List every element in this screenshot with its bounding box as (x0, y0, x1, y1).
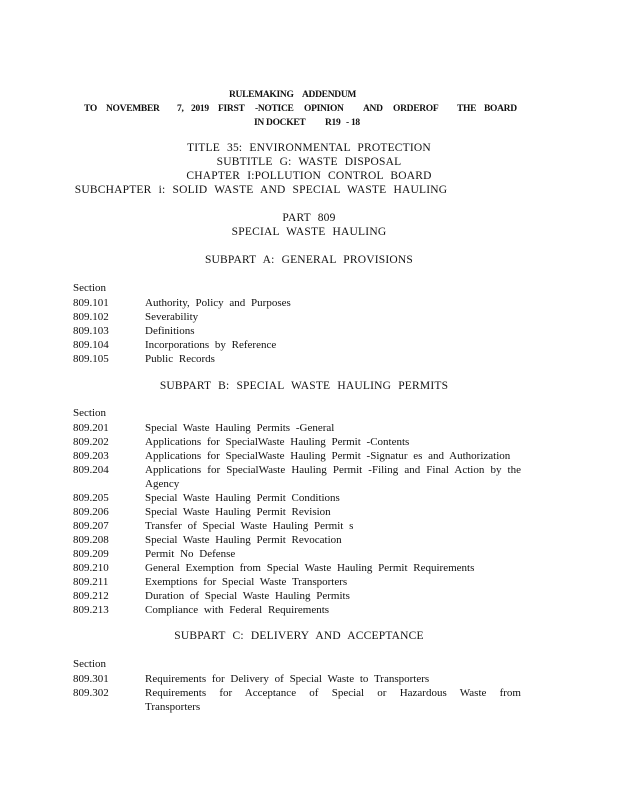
header-word: 7, (177, 104, 184, 114)
section-title: Compliance with Federal Requirements (145, 604, 330, 616)
header-word: OPINION (304, 104, 344, 114)
header-word: FIRST (218, 104, 245, 114)
section-number: 809.302 (73, 687, 109, 699)
header-docket-suffix: - 18 (346, 118, 360, 128)
header-word: THE (457, 104, 477, 114)
subchapter-line: SUBCHAPTER i: SOLID WASTE AND SPECIAL WASTE HAULING (74, 184, 448, 196)
section-number: 809.101 (73, 297, 109, 309)
subtitle-line: SUBTITLE G: WASTE DISPOSAL (216, 156, 402, 168)
section-number: 809.203 (73, 450, 109, 462)
section-title: Applications for SpecialWaste Hauling Permit -Signatur es and Authorization (145, 450, 511, 462)
section-title: Transfer of Special Waste Hauling Permit s (145, 520, 354, 532)
subpart-heading: SUBPART C: DELIVERY AND ACCEPTANCE (174, 630, 424, 642)
section-title: Requirements for Acceptance of Special or Hazardous Waste from Transporters (145, 687, 521, 713)
section-title-continued: Agency (145, 478, 180, 490)
header-word: TO (84, 104, 97, 114)
header-addendum: ADDENDUM (302, 90, 357, 100)
section-number: 809.211 (73, 576, 109, 588)
header-word: AND (363, 104, 383, 114)
section-number: 809.201 (73, 422, 109, 434)
section-title: General Exemption from Special Waste Hauling Permit Requirements (145, 562, 475, 574)
section-label: Section (73, 282, 106, 294)
header-word: NOVEMBER (106, 104, 160, 114)
section-number: 809.207 (73, 520, 109, 532)
header-docket: IN DOCKET (254, 118, 306, 128)
chapter-line: CHAPTER I:POLLUTION CONTROL BOARD (186, 170, 432, 182)
section-number: 809.210 (73, 562, 109, 574)
section-title: Special Waste Hauling Permit Revision (145, 506, 331, 518)
subpart-heading: SUBPART B: SPECIAL WASTE HAULING PERMITS (159, 380, 449, 392)
part-name: SPECIAL WASTE HAULING (231, 226, 387, 238)
section-title: Exemptions for Special Waste Transporters (145, 576, 348, 588)
section-title: Incorporations by Reference (145, 339, 277, 351)
part-number: PART 809 (282, 212, 336, 224)
section-number: 809.213 (73, 604, 109, 616)
header-word: BOARD (484, 104, 517, 114)
section-number: 809.206 (73, 506, 109, 518)
section-number: 809.104 (73, 339, 109, 351)
section-number: 809.102 (73, 311, 109, 323)
section-title: Authority, Policy and Purposes (145, 297, 291, 309)
section-number: 809.204 (73, 464, 109, 476)
section-label: Section (73, 658, 106, 670)
header-word: 2019 (191, 104, 209, 114)
header-rulemaking: RULEMAKING (229, 90, 294, 100)
header-word: ORDEROF (393, 104, 439, 114)
section-title: Duration of Special Waste Hauling Permits (145, 590, 350, 602)
section-number: 809.105 (73, 353, 109, 365)
section-number: 809.205 (73, 492, 109, 504)
section-title: Definitions (145, 325, 195, 337)
section-number: 809.209 (73, 548, 109, 560)
header-docket-number: R19 (325, 118, 341, 128)
section-number: 809.208 (73, 534, 109, 546)
subpart-heading: SUBPART A: GENERAL PROVISIONS (204, 254, 414, 266)
title-line: TITLE 35: ENVIRONMENTAL PROTECTION (187, 142, 431, 154)
header-word: -NOTICE (255, 104, 294, 114)
section-title: Permit No Defense (145, 548, 236, 560)
section-title: Special Waste Hauling Permit Revocation (145, 534, 342, 546)
section-number: 809.202 (73, 436, 109, 448)
section-number: 809.212 (73, 590, 109, 602)
section-label: Section (73, 407, 106, 419)
section-title: Public Records (145, 353, 215, 365)
section-number: 809.301 (73, 673, 109, 685)
section-title: Special Waste Hauling Permit Conditions (145, 492, 340, 504)
section-number: 809.103 (73, 325, 109, 337)
section-title: Severability (145, 311, 199, 323)
section-title: Applications for SpecialWaste Hauling Permit -Filing and Final Action by the (145, 464, 521, 476)
section-title: Applications for SpecialWaste Hauling Permit -Contents (145, 436, 410, 448)
section-title: Requirements for Delivery of Special Waste to Transporters (145, 673, 430, 685)
section-title: Special Waste Hauling Permits -General (145, 422, 335, 434)
